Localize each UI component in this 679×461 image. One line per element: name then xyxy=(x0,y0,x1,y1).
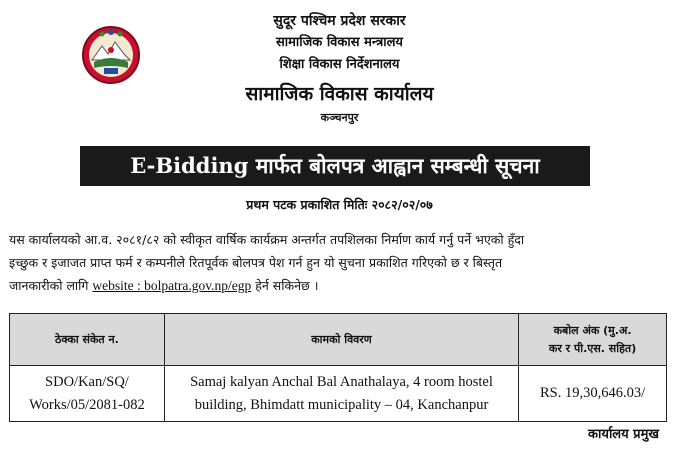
tender-table xyxy=(9,313,667,422)
paragraph-line: इच्छुक र इजाजत प्राप्त फर्म र कम्पनीले रितपूर्वक बोलपत्र पेश गर्न हुन यो सुचना प्रकाशित गरिएको छ र बिस्तृत xyxy=(9,255,503,270)
directorate-name: शिक्षा विकास निर्देशनालय xyxy=(279,57,400,72)
contract-no-cell xyxy=(10,366,165,422)
office-name: सामाजिक विकास कार्यालय xyxy=(245,83,434,105)
notice-paragraph xyxy=(9,228,667,297)
contract-no-line: SDO/Kan/SQ/ xyxy=(45,373,129,390)
contract-no-line: Works/05/2081-082 xyxy=(29,396,145,413)
description-line: building, Bhimdatt municipality – 04, Kanchanpur xyxy=(194,396,489,413)
description-cell xyxy=(164,366,518,422)
amount-cell: RS. 19,30,646.03/ xyxy=(519,366,667,422)
column-header-description: कामको विवरण xyxy=(164,314,518,366)
publication-date: प्रथम पटक प्रकाशित मितिः २०८२/०२/०७ xyxy=(246,197,433,212)
ministry-name: सामाजिक विकास मन्त्रालय xyxy=(276,35,403,50)
amount-header-line: कर र पी.एस. सहित) xyxy=(548,341,637,355)
paragraph-text: जानकारीको लागि xyxy=(9,278,89,293)
description-line: Samaj kalyan Anchal Bal Anathalaya, 4 room hostel xyxy=(190,373,493,390)
table-header-row xyxy=(10,314,667,366)
column-header-amount xyxy=(519,314,667,366)
amount-header-line: कबोल अंक (मु.अ. xyxy=(553,323,632,337)
paragraph-line: यस कार्यालयको आ.व. २०८१/८२ को स्वीकृत वार्षिक कार्यक्रम अन्तर्गत तपशिलका निर्माण कार्य गर्नु पर्ने भएको हुँदा xyxy=(9,232,525,247)
paragraph-text: हेर्न सकिनेछ । xyxy=(255,278,319,293)
paragraph-line xyxy=(9,274,667,297)
notice-title-banner: E-Bidding मार्फत बोलपत्र आह्वान सम्बन्धी सूचना xyxy=(80,146,590,186)
website-link[interactable]: website : bolpatra.gov.np/egp xyxy=(92,278,252,293)
signoff: कार्यालय प्रमुख xyxy=(588,427,659,442)
government-name: सुदूर पश्चिम प्रदेश सरकार xyxy=(273,13,406,29)
letterhead xyxy=(0,10,679,126)
column-header-contract-no: ठेक्का संकेत न. xyxy=(10,314,165,366)
office-location: कञ्चनपुर xyxy=(320,111,359,124)
table-row xyxy=(10,366,667,422)
